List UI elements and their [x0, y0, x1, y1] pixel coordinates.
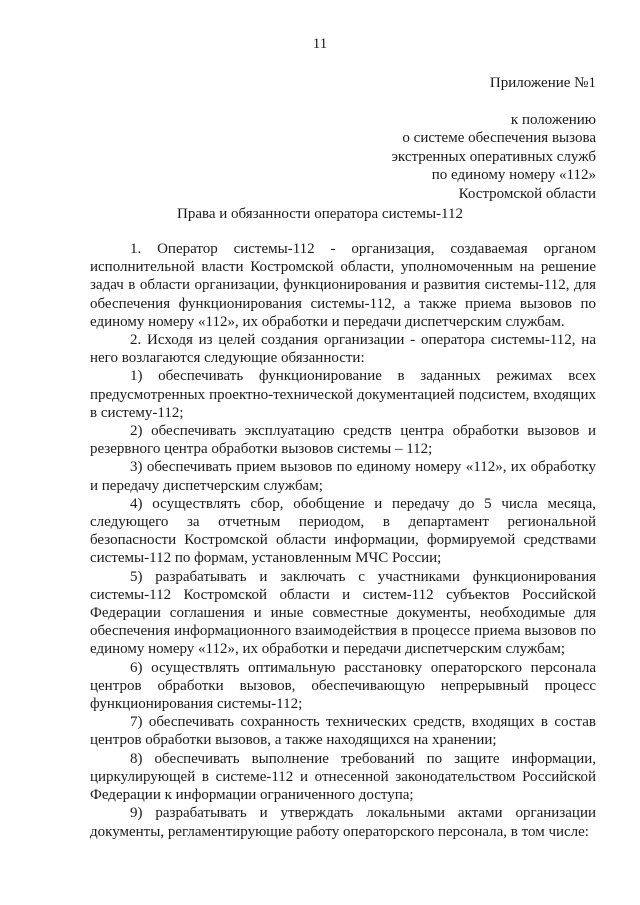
paragraph-1: 1. Оператор системы-112 - организация, создаваемая органом исполнительной власти Костромской области, уполномоченным на решение задач в области организации, функционирования и развития системы-112, для обеспечения функционирования системы-112, а также приема вызовов по единому номеру «112», их обработки и передачи диспетчерским службам.	[90, 241, 596, 330]
document-body	[90, 240, 596, 841]
attachment-line: экстренных оперативных служб	[391, 148, 596, 165]
list-item-6: 6) осуществлять оптимальную расстановку операторского персонала центров обработки вызовов, обеспечивающую непрерывный процесс функционирования системы-112;	[90, 659, 596, 713]
paragraph-2: 2. Исходя из целей создания организации - оператора системы-112, на него возлагаются следующие обязанности:	[90, 332, 596, 367]
page-number: 11	[312, 36, 328, 52]
list-item-2: 2) обеспечивать эксплуатацию средств центра обработки вызовов и резервного центра обработки вызовов системы – 112;	[90, 423, 596, 458]
list-item-7: 7) обеспечивать сохранность технических средств, входящих в состав центров обработки вызовов, а также находящихся на хранении;	[90, 714, 596, 749]
document-title: Права и обязанности оператора системы-112	[176, 206, 463, 222]
attachment-line: по единому номеру «112»	[431, 167, 596, 183]
attachment-line: о системе обеспечения вызова	[402, 130, 596, 146]
attachment-line: к положению	[510, 111, 596, 128]
attachment-block	[296, 74, 596, 203]
list-item-5: 5) разрабатывать и заключать с участниками функционирования системы-112 Костромской области и систем-112 субъектов Российской Федерации соглашения и иные совместные документы, необходимые для обеспечения информационного взаимодействия в процессе приема вызовов по единому номеру «112», их обработки и передачи диспетчерским службам;	[90, 568, 596, 658]
list-item-4: 4) осуществлять сбор, обобщение и передачу до 5 числа месяца, следующего за отчетным периодом, в департамент региональной безопасности Костромской области информации, формируемой средствами системы-112 по формам, установленным МЧС России;	[90, 495, 596, 567]
list-item-1: 1) обеспечивать функционирование в заданных режимах всех предусмотренных проектно-технической документацией подсистем, входящих в систему-112;	[90, 368, 596, 421]
attachment-line: Костромской области	[458, 185, 596, 202]
list-item-8: 8) обеспечивать выполнение требований по защите информации, циркулирующей в системе-112 и отнесенной законодательством Российской Федерации к информации ограниченного доступа;	[90, 750, 596, 804]
list-item-9: 9) разрабатывать и утверждать локальными актами организации документы, регламентирующие работу операторского персонала, в том числе:	[90, 805, 596, 840]
attachment-title: Приложение №1	[489, 75, 596, 91]
list-item-3: 3) обеспечивать прием вызовов по единому номеру «112», их обработку и передачу диспетчерским службам;	[90, 459, 596, 494]
